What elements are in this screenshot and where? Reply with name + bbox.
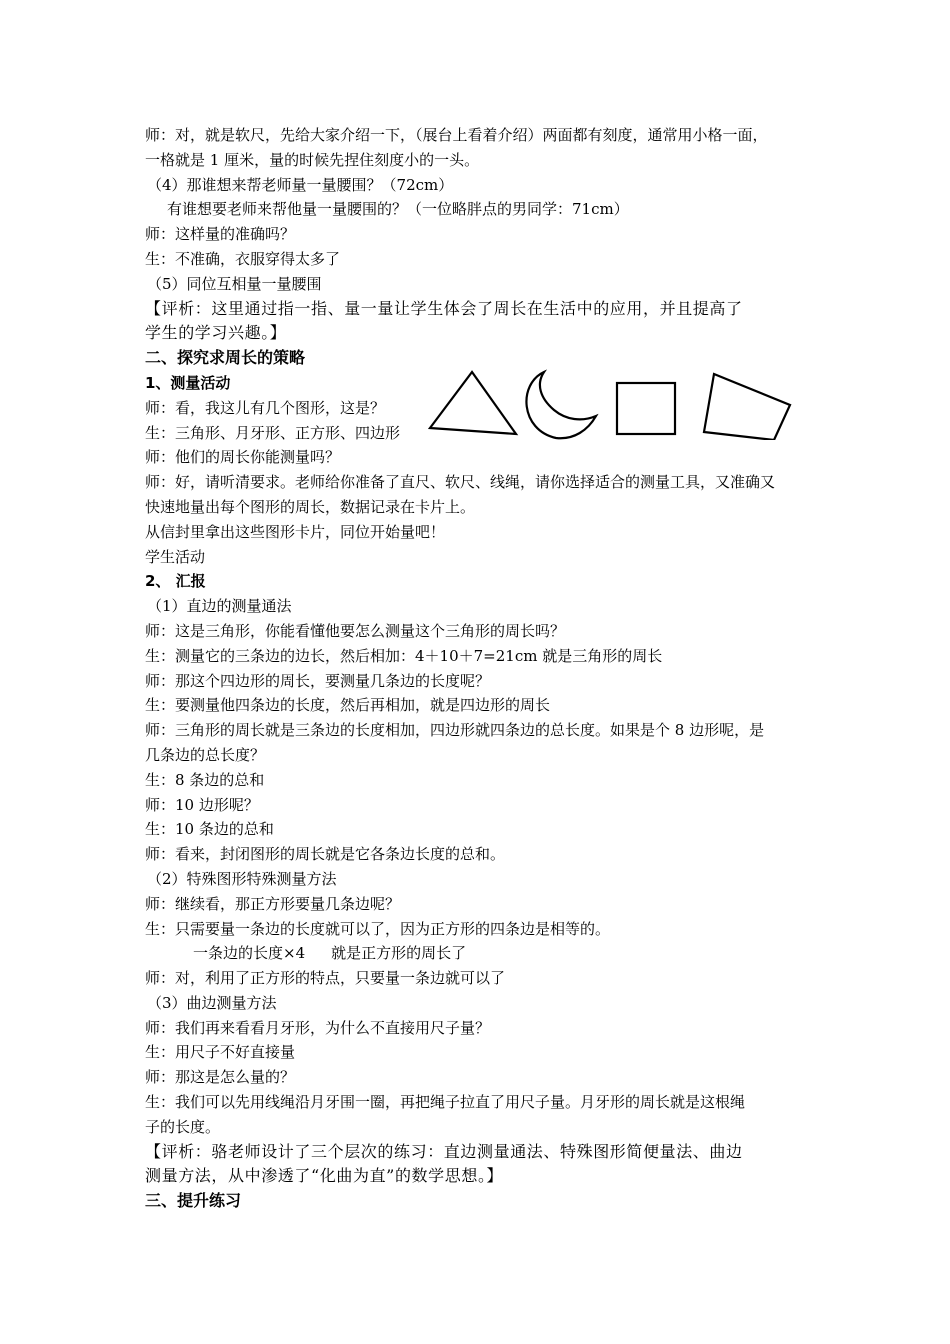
paragraph-line: 师：我们再来看看月牙形，为什么不直接用尺子量？	[145, 1018, 491, 1037]
paragraph-line: 师：好，请听清要求。老师给你准备了直尺、软尺、线绳，请你选择适合的测量工具，又准确又	[145, 473, 776, 492]
formula-right: 就是正方形的周长了	[331, 944, 467, 963]
paragraph-line: 生：只需要量一条边的长度就可以了，因为正方形的四条边是相等的。	[145, 919, 611, 938]
formula-line	[145, 941, 815, 966]
review-comment: 测量方法，从中渗透了“化曲为直”的数学思想。】	[145, 1166, 504, 1186]
paragraph-line: 生：8 条边的总和	[145, 770, 265, 789]
paragraph-line: （2）特殊图形特殊测量方法	[147, 869, 337, 888]
paragraph-line: 生：我们可以先用线绳沿月牙围一圈，再把绳子拉直了用尺子量。月牙形的周长就是这根绳	[145, 1093, 746, 1112]
triangle-shape	[430, 372, 516, 434]
square-shape	[617, 383, 675, 434]
paragraph-line: 生：不准确，衣服穿得太多了	[145, 249, 341, 268]
paragraph-line: （1）直边的测量通法	[147, 597, 292, 616]
paragraph-line: 师：这样量的准确吗？	[145, 225, 296, 244]
section-heading: 二、探究求周长的策略	[145, 348, 306, 368]
paragraph-line: （5）同位互相量一量腰围	[147, 274, 322, 293]
paragraph-line: 师：继续看，那正方形要量几条边呢？	[145, 894, 401, 913]
paragraph-line: 快速地量出每个图形的周长，数据记录在卡片上。	[145, 497, 476, 516]
paragraph-line: 师：10 边形呢？	[145, 795, 259, 814]
quadrilateral-shape	[704, 374, 790, 440]
paragraph-line: 生：要测量他四条边的长度，然后再相加，就是四边形的周长	[145, 696, 551, 715]
paragraph-line: 师：看，我这儿有几个图形，这是？	[145, 398, 386, 417]
section-heading: 三、提升练习	[145, 1191, 242, 1211]
paragraph-line: 生：三角形、月牙形、正方形、四边形	[145, 423, 401, 442]
paragraph-line: 师：那这是怎么量的？	[145, 1068, 296, 1087]
subsection-heading: 2、 汇报	[145, 572, 206, 591]
paragraph-line: 师：三角形的周长就是三条边的长度相加，四边形就四条边的总长度。如果是个 8 边形呢，是	[145, 721, 765, 740]
paragraph-line: 从信封里拿出这些图形卡片，同位开始量吧！	[145, 522, 446, 541]
paragraph-line: 生：用尺子不好直接量	[145, 1043, 296, 1062]
paragraph-line: 师：这是三角形，你能看懂他要怎么测量这个三角形的周长吗？	[145, 621, 566, 640]
paragraph-line: 生：测量它的三条边的边长，然后相加：4＋10＋7=21cm 就是三角形的周长	[145, 646, 663, 665]
paragraph-line: 师：看来，封闭图形的周长就是它各条边长度的总和。	[145, 845, 506, 864]
paragraph-line: 师：对，利用了正方形的特点，只要量一条边就可以了	[145, 969, 506, 988]
paragraph-line: 一格就是 1 厘米，量的时候先捏住刻度小的一头。	[145, 150, 480, 169]
paragraph-line: 师：对，就是软尺，先给大家介绍一下，（展台上看着介绍）两面都有刻度，通常用小格一面，	[145, 126, 768, 144]
formula-left: 一条边的长度×4	[193, 944, 306, 963]
paragraph-line: 子的长度。	[145, 1117, 221, 1136]
paragraph-line: （3）曲边测量方法	[147, 993, 277, 1012]
geometry-figures	[426, 368, 796, 440]
paragraph-line: 师：那这个四边形的周长，要测量几条边的长度呢？	[145, 671, 491, 690]
paragraph-line: 有谁想要老师来帮他量一量腰围的？（一位略胖点的男同学：71cm）	[167, 200, 629, 219]
subsection-heading: 1、测量活动	[145, 373, 231, 392]
paragraph-line: 师：他们的周长你能测量吗？	[145, 448, 341, 467]
paragraph-line: （4）那谁想来帮老师量一量腰围？（72cm）	[147, 175, 454, 194]
document-body	[145, 123, 815, 1214]
review-comment: 学生的学习兴趣。】	[145, 323, 287, 343]
paragraph-line: 生：10 条边的总和	[145, 820, 274, 839]
paragraph-line: 学生活动	[145, 547, 206, 566]
paragraph-line: 几条边的总长度？	[145, 745, 266, 764]
crescent-shape	[526, 372, 596, 438]
review-comment: 【评析：骆老师设计了三个层次的练习：直边测量通法、特殊图形简便量法、曲边	[145, 1141, 743, 1161]
review-comment: 【评析：这里通过指一指、量一量让学生体会了周长在生活中的应用，并且提高了	[145, 298, 743, 318]
